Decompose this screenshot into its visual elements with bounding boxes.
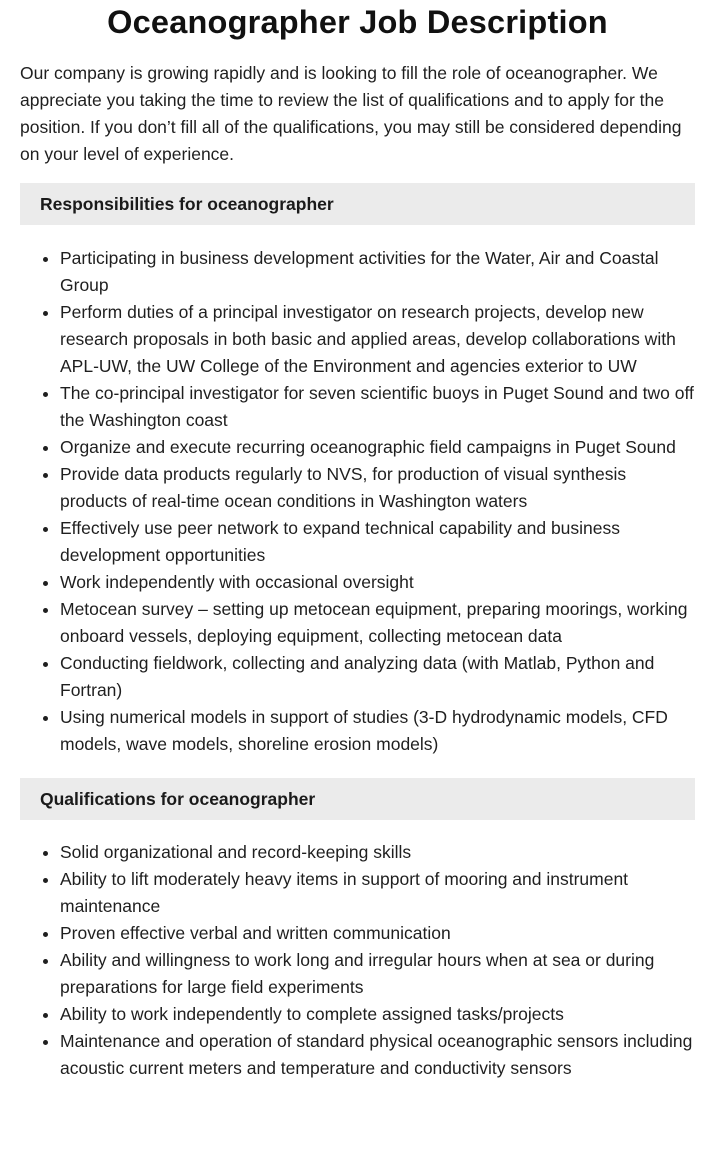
list-item: • Maintenance and operation of standard physical oceanographic sensors including acoustic current meters and temperature and conductivity sensors [60,1028,695,1082]
list-item: • Provide data products regularly to NVS, for production of visual synthesis products of real-time ocean conditions in Washington waters [60,461,695,515]
list-item: • Perform duties of a principal investigator on research projects, develop new research proposals in both basic and applied areas, develop collaborations with APL-UW, the UW College of the Environment and agencies exterior to UW [60,299,695,380]
list-item: • The co-principal investigator for seven scientific buoys in Puget Sound and two off the Washington coast [60,380,695,434]
list-item: • Conducting fieldwork, collecting and analyzing data (with Matlab, Python and Fortran) [60,650,695,704]
list-item: • Using numerical models in support of studies (3-D hydrodynamic models, CFD models, wave models, shoreline erosion models) [60,704,695,758]
list-item: • Organize and execute recurring oceanographic field campaigns in Puget Sound [60,434,695,461]
list-item: • Participating in business development activities for the Water, Air and Coastal Group [60,245,695,299]
page-title: Oceanographer Job Description [107,4,608,40]
list-item: • Work independently with occasional oversight [60,569,695,596]
responsibilities-heading: Responsibilities for oceanographer [20,183,695,225]
list-item: • Solid organizational and record-keeping skills [60,839,695,866]
qualifications-list [20,839,695,1082]
list-item: • Ability and willingness to work long and irregular hours when at sea or during preparations for large field experiments [60,947,695,1001]
list-item: • Metocean survey – setting up metocean equipment, preparing moorings, working onboard vessels, deploying equipment, collecting metocean data [60,596,695,650]
list-item: • Effectively use peer network to expand technical capability and business development opportunities [60,515,695,569]
list-item: • Ability to lift moderately heavy items in support of mooring and instrument maintenance [60,866,695,920]
list-item: • Proven effective verbal and written communication [60,920,695,947]
list-item: • Ability to work independently to complete assigned tasks/projects [60,1001,695,1028]
intro-paragraph: Our company is growing rapidly and is looking to fill the role of oceanographer. We appreciate you taking the time to review the list of qualifications and to apply for the position. If you don’t fill all of the qualifications, you may still be considered depending on your level of experience. [20,63,682,164]
qualifications-heading: Qualifications for oceanographer [20,778,695,820]
responsibilities-list [20,245,695,758]
